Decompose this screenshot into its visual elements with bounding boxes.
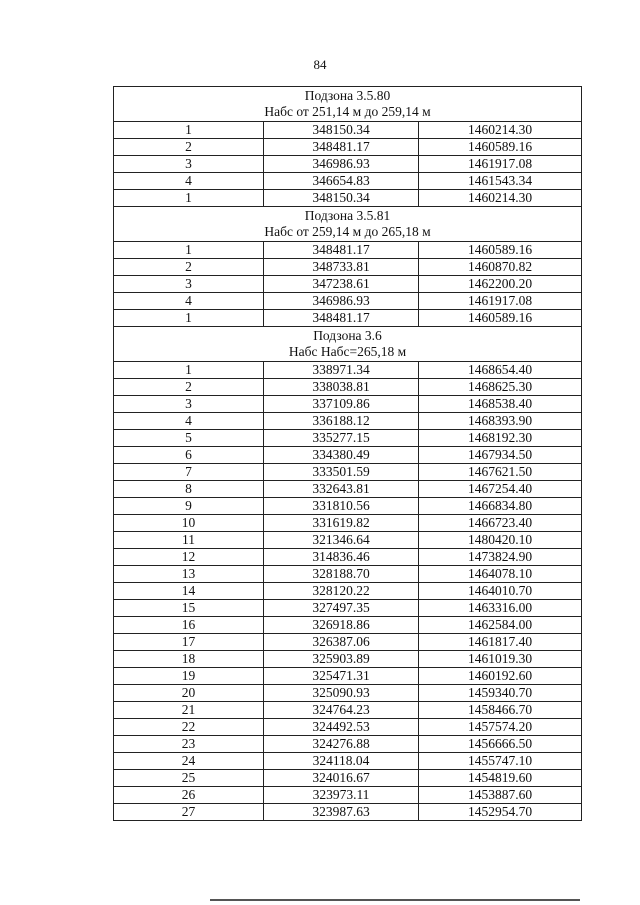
point-number: 9 [114, 498, 264, 515]
coordinate-y: 1463316.00 [419, 600, 582, 617]
point-number: 1 [114, 310, 264, 327]
coordinate-x: 346654.83 [264, 173, 419, 190]
table-row [114, 532, 582, 549]
point-number: 4 [114, 413, 264, 430]
coordinate-x: 324276.88 [264, 736, 419, 753]
point-number: 2 [114, 259, 264, 276]
coordinate-y: 1460589.16 [419, 242, 582, 259]
coordinate-y: 1467934.50 [419, 447, 582, 464]
coordinate-y: 1473824.90 [419, 549, 582, 566]
coordinate-y: 1460589.16 [419, 310, 582, 327]
coordinate-x: 333501.59 [264, 464, 419, 481]
table-row [114, 617, 582, 634]
table-row [114, 139, 582, 156]
table-row [114, 379, 582, 396]
coordinate-x: 314836.46 [264, 549, 419, 566]
coordinate-y: 1461543.34 [419, 173, 582, 190]
scan-artifact-line [210, 899, 580, 901]
point-number: 16 [114, 617, 264, 634]
table-row [114, 685, 582, 702]
coordinate-x: 331810.56 [264, 498, 419, 515]
page-number: 84 [313, 57, 327, 72]
point-number: 27 [114, 804, 264, 821]
coordinate-x: 348481.17 [264, 242, 419, 259]
coordinate-x: 348733.81 [264, 259, 419, 276]
coordinate-y: 1461917.08 [419, 293, 582, 310]
coordinate-x: 348481.17 [264, 310, 419, 327]
coordinate-y: 1456666.50 [419, 736, 582, 753]
coordinate-x: 324118.04 [264, 753, 419, 770]
coordinate-y: 1461019.30 [419, 651, 582, 668]
table-row [114, 362, 582, 379]
coordinate-x: 325903.89 [264, 651, 419, 668]
coordinate-y: 1468192.30 [419, 430, 582, 447]
coordinate-x: 331619.82 [264, 515, 419, 532]
table-row [114, 566, 582, 583]
coordinate-x: 334380.49 [264, 447, 419, 464]
coordinate-x: 348150.34 [264, 190, 419, 207]
point-number: 1 [114, 362, 264, 379]
coordinate-y: 1455747.10 [419, 753, 582, 770]
coordinate-y: 1452954.70 [419, 804, 582, 821]
point-number: 25 [114, 770, 264, 787]
table-row [114, 634, 582, 651]
coordinate-y: 1464010.70 [419, 583, 582, 600]
subzone-header [114, 207, 582, 242]
coordinate-y: 1468393.90 [419, 413, 582, 430]
coordinate-y: 1480420.10 [419, 532, 582, 549]
coordinate-x: 348481.17 [264, 139, 419, 156]
coordinate-y: 1458466.70 [419, 702, 582, 719]
table-row [114, 498, 582, 515]
coordinate-y: 1460589.16 [419, 139, 582, 156]
table-row [114, 549, 582, 566]
point-number: 1 [114, 242, 264, 259]
table-row [114, 702, 582, 719]
table-row [114, 396, 582, 413]
table-row [114, 259, 582, 276]
point-number: 15 [114, 600, 264, 617]
coordinate-x: 338038.81 [264, 379, 419, 396]
coordinate-x: 348150.34 [264, 122, 419, 139]
coordinate-x: 326918.86 [264, 617, 419, 634]
coordinate-y: 1468538.40 [419, 396, 582, 413]
point-number: 20 [114, 685, 264, 702]
point-number: 6 [114, 447, 264, 464]
point-number: 23 [114, 736, 264, 753]
table-row [114, 173, 582, 190]
coordinate-y: 1460870.82 [419, 259, 582, 276]
coordinate-x: 338971.34 [264, 362, 419, 379]
point-number: 4 [114, 293, 264, 310]
coordinate-y: 1462200.20 [419, 276, 582, 293]
coordinate-y: 1454819.60 [419, 770, 582, 787]
table-row [114, 770, 582, 787]
point-number: 3 [114, 276, 264, 293]
table-row [114, 293, 582, 310]
table-row [114, 242, 582, 259]
coordinate-x: 336188.12 [264, 413, 419, 430]
point-number: 13 [114, 566, 264, 583]
table-row [114, 651, 582, 668]
point-number: 14 [114, 583, 264, 600]
coordinate-y: 1453887.60 [419, 787, 582, 804]
coordinate-y: 1466723.40 [419, 515, 582, 532]
subzone-title: Подзона 3.5.81 [304, 208, 391, 223]
point-number: 24 [114, 753, 264, 770]
coordinate-y: 1468654.40 [419, 362, 582, 379]
point-number: 3 [114, 396, 264, 413]
subzone-title: Подзона 3.6 [313, 328, 382, 343]
coordinate-x: 328120.22 [264, 583, 419, 600]
subzone-header-row [114, 327, 582, 362]
point-number: 1 [114, 190, 264, 207]
subzone-header [114, 87, 582, 122]
point-number: 10 [114, 515, 264, 532]
coordinate-x: 325090.93 [264, 685, 419, 702]
point-number: 2 [114, 139, 264, 156]
coordinate-x: 326387.06 [264, 634, 419, 651]
table-row [114, 515, 582, 532]
table-row [114, 430, 582, 447]
coordinates-table [113, 86, 582, 821]
point-number: 7 [114, 464, 264, 481]
coordinate-y: 1466834.80 [419, 498, 582, 515]
subzone-height-range: Набс от 251,14 м до 259,14 м [264, 104, 431, 119]
subzone-header-row [114, 87, 582, 122]
coordinate-x: 346986.93 [264, 156, 419, 173]
point-number: 5 [114, 430, 264, 447]
table-row [114, 122, 582, 139]
point-number: 17 [114, 634, 264, 651]
point-number: 2 [114, 379, 264, 396]
table-row [114, 753, 582, 770]
coordinate-y: 1457574.20 [419, 719, 582, 736]
coordinate-x: 347238.61 [264, 276, 419, 293]
table-row [114, 156, 582, 173]
coordinate-y: 1467621.50 [419, 464, 582, 481]
point-number: 19 [114, 668, 264, 685]
coordinate-x: 323987.63 [264, 804, 419, 821]
coordinate-y: 1467254.40 [419, 481, 582, 498]
table-row [114, 481, 582, 498]
table-row [114, 413, 582, 430]
table-row [114, 190, 582, 207]
coordinate-y: 1461817.40 [419, 634, 582, 651]
coordinate-x: 346986.93 [264, 293, 419, 310]
subzone-title: Подзона 3.5.80 [304, 88, 391, 103]
table-row [114, 464, 582, 481]
coordinate-x: 324492.53 [264, 719, 419, 736]
subzone-height-range: Набс от 259,14 м до 265,18 м [264, 224, 431, 239]
table-row [114, 719, 582, 736]
coordinate-y: 1464078.10 [419, 566, 582, 583]
subzone-header-row [114, 207, 582, 242]
coordinate-y: 1460192.60 [419, 668, 582, 685]
point-number: 11 [114, 532, 264, 549]
coordinate-y: 1462584.00 [419, 617, 582, 634]
point-number: 26 [114, 787, 264, 804]
coordinate-x: 335277.15 [264, 430, 419, 447]
subzone-header [114, 327, 582, 362]
subzone-height-range: Набс Набс=265,18 м [288, 344, 407, 359]
coordinate-x: 332643.81 [264, 481, 419, 498]
point-number: 1 [114, 122, 264, 139]
table-row [114, 736, 582, 753]
point-number: 18 [114, 651, 264, 668]
point-number: 21 [114, 702, 264, 719]
table-row [114, 600, 582, 617]
coordinate-x: 325471.31 [264, 668, 419, 685]
table-body [114, 87, 582, 821]
coordinate-y: 1461917.08 [419, 156, 582, 173]
coordinate-x: 327497.35 [264, 600, 419, 617]
point-number: 12 [114, 549, 264, 566]
table-row [114, 447, 582, 464]
coordinate-x: 324764.23 [264, 702, 419, 719]
table-row [114, 583, 582, 600]
coordinate-y: 1460214.30 [419, 190, 582, 207]
point-number: 3 [114, 156, 264, 173]
table-row [114, 668, 582, 685]
coordinate-y: 1468625.30 [419, 379, 582, 396]
table-row [114, 310, 582, 327]
coordinate-y: 1460214.30 [419, 122, 582, 139]
table-row [114, 804, 582, 821]
point-number: 8 [114, 481, 264, 498]
point-number: 4 [114, 173, 264, 190]
coordinate-x: 321346.64 [264, 532, 419, 549]
table-row [114, 787, 582, 804]
coordinate-x: 328188.70 [264, 566, 419, 583]
coordinate-x: 337109.86 [264, 396, 419, 413]
coordinate-x: 324016.67 [264, 770, 419, 787]
coordinate-x: 323973.11 [264, 787, 419, 804]
point-number: 22 [114, 719, 264, 736]
coordinate-y: 1459340.70 [419, 685, 582, 702]
table-row [114, 276, 582, 293]
